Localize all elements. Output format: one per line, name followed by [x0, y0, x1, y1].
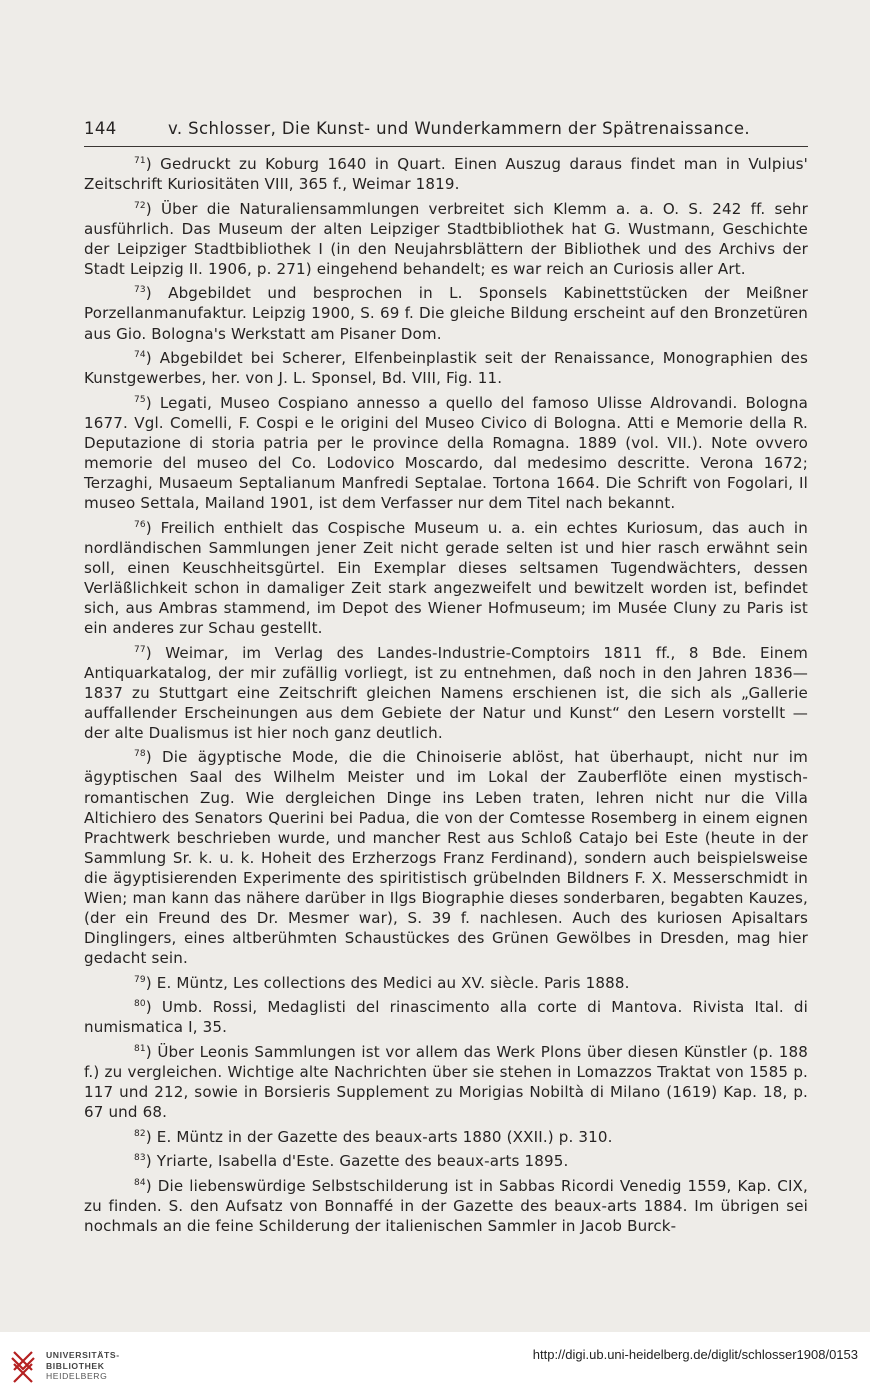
footnotes — [84, 154, 808, 1240]
footnote: $^{84}$) Die liebenswürdige Selbstschilderung ist in Sabbas Ricordi Venedig 1559, Kap. CIX, zu finden. S. den Aufsatz von Bonnaffé in der Gazette des beaux-arts 1884. Im übrigen sei nochmals an die feine Schilderung der italienischen Sammler in Jacob Burck- — [84, 1176, 808, 1235]
footnote: $^{78}$) Die ägyptische Mode, die die Chinoiserie ablöst, hat überhaupt, nicht nur im ägyptischen Saal des Wilhelm Meister und im Lokal der Zauberflöte einen mystisch-romantischen Zug. Wie dergleichen Dinge ins Leben traten, lehren nicht nur die Villa Altichiero des Senators Querini bei Padua, die von der Comtesse Rosemberg in einem eignen Prachtwerk beschrieben wurde, und mancher Rest aus Schloß Catajo bei Este (heute in der Sammlung Sr. k. u. k. Hoheit des Erzherzogs Franz Ferdinand), sondern auch beispielsweise die ägyptisierenden Experimente des spiritistisch grübelnden Bildners F. X. Messerschmidt in Wien; man kann das nähere darüber in Ilgs Biographie dieses sonderbaren, begabten Kauzes, (der ein Freund des Dr. Mesmer war), S. 39 f. nachlesen. Auch des kuriosen Apisaltars Dinglingers, eines altberühmten Schaustückes des Grünen Gewölbes in Dresden, mag hier gedacht sein. — [84, 748, 808, 968]
footnote: $^{72}$) Über die Naturaliensammlungen verbreitet sich Klemm a. a. O. S. 242 ff. sehr ausführlich. Das Museum der alten Leipziger Stadtbibliothek hat G. Wustmann, Geschichte der Leipziger Stadtbibliothek I (in den Neujahrsblättern der Bibliothek und des Archivs der Stadt Leipzig II. 1906, p. 271) eingehend behandelt; es war reich an Curiosis aller Art. — [84, 199, 808, 278]
page-number: 144 — [84, 119, 117, 138]
footnote: $^{81}$) Über Leonis Sammlungen ist vor allem das Werk Plons über diesen Künstler (p. 188 f.) zu vergleichen. Wichtige alte Nachrichten über sie stehen in Lomazzos Traktat von 1585 p. 117 und 212, sowie in Borsieris Supplement zu Morigias Nobiltà di Milano (1619) Kap. 18, p. 67 und 68. — [84, 1042, 808, 1122]
footnote: $^{77}$) Weimar, im Verlag des Landes-Industrie-Comptoirs 1811 ff., 8 Bde. Einem Antiquarkatalog, der mir zufällig vorliegt, ist zu entnehmen, daß noch in den Jahren 1836—1837 zu Stuttgart eine Zeitschrift gleichen Namens erschienen ist, die sich als „Gallerie auffallender Erscheinungen aus dem Gebiete der Natur und Kunst“ den Lesern vorstellt — der alte Dualismus ist hier noch ganz deutlich. — [84, 643, 808, 742]
footnote: $^{74}$) Abgebildet bei Scherer, Elfenbeinplastik seit der Renaissance, Monographien des Kunstgewerbes, her. von J. L. Sponsel, Bd. VIII, Fig. 11. — [84, 349, 808, 388]
footnote: $^{73}$) Abgebildet und besprochen in L. Sponsels Kabinettstücken der Meißner Porzellanmanufaktur. Leipzig 1900, S. 69 f. Die gleiche Bildung erscheint auf den Bronzetüren aus Gio. Bologna's Werkstatt am Pisaner Dom. — [84, 284, 808, 343]
running-title: v. Schlosser, Die Kunst- und Wunderkammern der Spätrenaissance. — [168, 119, 751, 138]
footnote: $^{79}$) E. Müntz, Les collections des Medici au XV. siècle. Paris 1888. — [134, 973, 630, 992]
page-header — [84, 119, 806, 138]
header-rule — [84, 146, 808, 147]
footnote: $^{80}$) Umb. Rossi, Medaglisti del rinascimento alla corte di Mantova. Rivista Ital. di numismatica I, 35. — [84, 998, 808, 1037]
footnote: $^{83}$) Yriarte, Isabella d'Este. Gazette des beaux-arts 1895. — [134, 1152, 569, 1171]
heidelberg-library-logo-icon — [10, 1348, 36, 1388]
footnote: $^{75}$) Legati, Museo Cospiano annesso a quello del famoso Ulisse Aldrovandi. Bologna 1677. Vgl. Comelli, F. Cospi e le origini del Museo Civico di Bologna. Atti e Memorie della R. Deputazione di storia patria per le province della Romagna. 1889 (vol. VII.). Note ovvero memorie del museo del Co. Lodovico Moscardo, dal medesimo descritte. Verona 1672; Terzaghi, Musaeum Septalianum Manfredi Septalae. Tortona 1664. Die Schrift von Fogolari, Il museo Settala, Mailand 1901, ist dem Verfasser nur dem Titel nach bekannt. — [84, 393, 808, 513]
library-name: UNIVERSITÄTS- BIBLIOTHEK HEIDELBERG — [46, 1350, 120, 1381]
digitization-footer — [0, 1332, 870, 1399]
footnote: $^{71}$) Gedruckt zu Koburg 1640 in Quart. Einen Auszug daraus findet man in Vulpius' Zeitschrift Kuriositäten VIII, 365 f., Weimar 1819. — [84, 155, 808, 194]
permalink-url[interactable]: http://digi.ub.uni-heidelberg.de/diglit/schlosser1908/0153 — [532, 1347, 858, 1362]
footnote: $^{82}$) E. Müntz in der Gazette des beaux-arts 1880 (XXII.) p. 310. — [134, 1127, 613, 1146]
footnote: $^{76}$) Freilich enthielt das Cospische Museum u. a. ein echtes Kuriosum, das auch in nordländischen Sammlungen jener Zeit nicht gerade selten ist und hier rasch erwähnt sein soll, einen Keuschheitsgürtel. Ein Exemplar dieses seltsamen Tugendwächters, dessen Verläßlichkeit schon in damaliger Zeit stark angezweifelt und bewitzelt worden ist, befindet sich, aus Ambras stammend, im Depot des Wiener Hofmuseum; im Musée Cluny zu Paris ist ein anderes zur Schau gestellt. — [84, 518, 808, 638]
